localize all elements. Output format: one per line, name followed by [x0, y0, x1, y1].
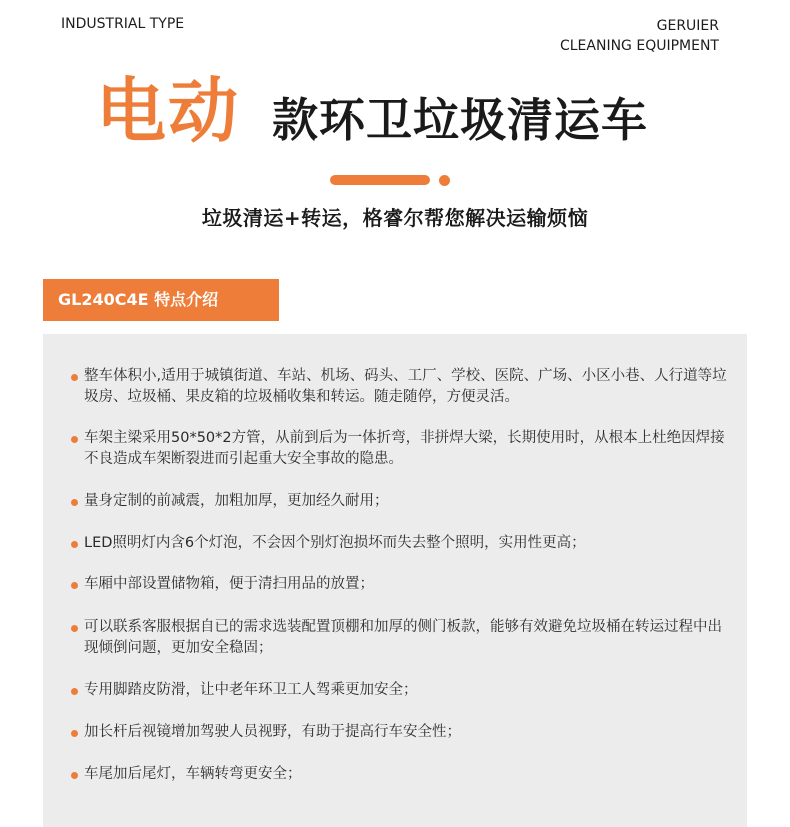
title-divider-bar [330, 175, 430, 185]
bullet-dot-icon [71, 730, 78, 737]
bullet-dot-icon [71, 541, 78, 548]
feature-text: 车架主梁采用50*50*2方管，从前到后为一体折弯，非拼焊大梁，长期使用时，从根本上杜绝因焊接不良造成车架断裂进而引起重大安全事故的隐患。 [84, 430, 725, 467]
bullet-dot-icon [71, 374, 78, 381]
page-title [96, 68, 648, 154]
title-divider-dot [439, 175, 450, 186]
feature-item-7 [71, 680, 731, 701]
bullet-dot-icon [71, 582, 78, 589]
feature-item-1 [71, 366, 731, 408]
brand-tagline: CLEANING EQUIPMENT [559, 38, 719, 54]
brand-label [560, 16, 719, 56]
feature-item-5 [71, 574, 731, 595]
title-main: 款环卫垃圾清运车 [272, 93, 648, 147]
feature-text: 专用脚踏皮防滑，让中老年环卫工人驾乘更加安全； [84, 682, 418, 698]
feature-item-4 [71, 533, 731, 554]
feature-text: 车尾加后尾灯，车辆转弯更安全； [84, 766, 302, 782]
industrial-type-label: INDUSTRIAL TYPE [61, 16, 185, 32]
bullet-dot-icon [71, 772, 78, 779]
feature-text: 车厢中部设置储物箱，便于清扫用品的放置； [84, 576, 374, 592]
feature-item-6 [71, 617, 731, 659]
feature-text: 量身定制的前减震，加粗加厚，更加经久耐用； [84, 493, 389, 509]
features-panel [43, 334, 747, 827]
feature-text: LED照明灯内含6个灯泡，不会因个别灯泡损坏而失去整个照明，实用性更高； [84, 535, 586, 551]
bullet-dot-icon [71, 499, 78, 506]
feature-item-8 [71, 722, 731, 743]
feature-text: 加长杆后视镜增加驾驶人员视野，有助于提高行车安全性； [84, 724, 461, 740]
feature-text: 整车体积小,适用于城镇街道、车站、机场、码头、工厂、学校、医院、广场、小区小巷、人行道等垃圾房、垃圾桶、果皮箱的垃圾桶收集和转运。随走随停，方便灵活。 [84, 368, 727, 405]
page-subtitle: 垃圾清运+转运，格睿尔帮您解决运输烦恼 [201, 206, 589, 230]
features-section-tab: GL240C4E 特点介绍 [43, 279, 279, 321]
feature-item-3 [71, 491, 731, 512]
brand-name: GERUIER [656, 18, 719, 34]
bullet-dot-icon [71, 688, 78, 695]
title-highlight: 电动 [96, 70, 240, 152]
feature-item-9 [71, 764, 731, 785]
bullet-dot-icon [71, 436, 78, 443]
bullet-dot-icon [71, 625, 78, 632]
feature-text: 可以联系客服根据自已的需求选装配置顶棚和加厚的侧门板款，能够有效避免垃圾桶在转运过程中出现倾倒问题，更加安全稳固； [84, 619, 722, 656]
feature-item-2 [71, 428, 731, 470]
